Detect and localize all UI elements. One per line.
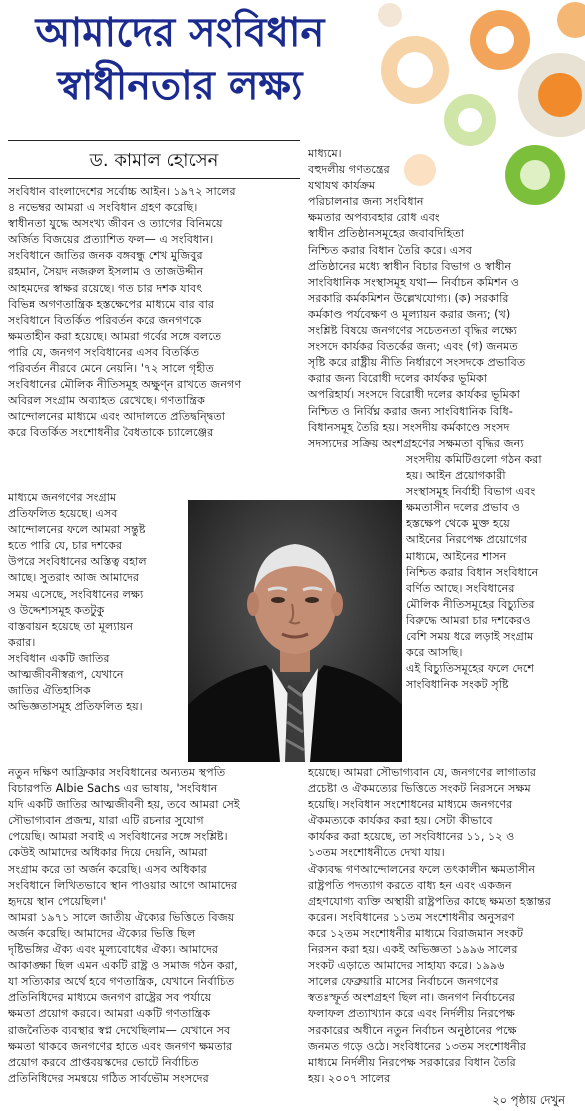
text-line: রহমান, সৈয়দ নজরুল ইসলাম ও তাজউদ্দীন bbox=[8, 265, 204, 279]
text-line: সংস্থাসমূহ নির্বাহী বিভাগ এবং bbox=[406, 485, 536, 499]
text-line: করার জন্য বিরোধী দলের কার্যকর ভূমিকা bbox=[308, 372, 488, 386]
text-line: আন্দোলনের মাধ্যমে এবং আদালতে প্রতিদ্বন্দ্বিতা bbox=[8, 410, 226, 424]
text-line: সদস্যদের সক্রিয় অংশগ্রহণের সক্ষমতা বৃদ্ধির জন্য bbox=[308, 436, 524, 450]
text-line: পরিবর্তন নীরবে মেনে নেয়নি। '৭২ সালে গৃহীত bbox=[8, 362, 214, 376]
article-column-left-narrow bbox=[8, 490, 183, 715]
text-line: ৪ নভেম্বর আমরা এ সংবিধান গ্রহণ করেছি। bbox=[8, 201, 198, 215]
text-line: কেউই আমাদের অধিকার দিয়ে দেয়নি, আমরা bbox=[8, 846, 208, 860]
text-line: সংসদে কার্যকর বিতর্কের জন্য; এবং (গ) জনমত bbox=[308, 340, 518, 354]
author-portrait bbox=[188, 500, 402, 762]
text-line: কার্যকর করা হয়েছে, তা সংবিধানের ১১, ১২ ও bbox=[308, 830, 515, 844]
text-line: বহুদলীয় গণতন্ত্রের bbox=[308, 163, 390, 177]
text-line: সরকারের অধীনে নতুন নির্বাচন অনুষ্ঠানের পক্ষে bbox=[308, 1023, 517, 1037]
text-line: সাংবিধানিক সংস্থাসমূহ যথা— নির্বাচন কমিশন ও bbox=[308, 275, 520, 289]
text-line: বাস্তবায়ন হয়েছে তা মূল্যায়ন bbox=[8, 619, 134, 633]
text-line: আন্দোলনের ফলে আমরা সন্তুষ্ট bbox=[8, 523, 146, 537]
text-line: ঐকমত্যকে কার্যকর করা হয়। সেটা কীভাবে bbox=[308, 814, 493, 828]
text-line: মাধ্যমে। bbox=[308, 147, 342, 160]
text-line: সংগ্রাম করে তা অর্জন করেছি। এসব অধিকার bbox=[8, 862, 207, 876]
text-line: অভিজ্ঞতাসমূহ প্রতিফলিত হয়। bbox=[8, 700, 143, 714]
text-line: প্রতিফলিত হয়েছে। এসব bbox=[8, 507, 118, 521]
text-line: হতে পারি যে, চার দশকের bbox=[8, 539, 123, 553]
text-line: নিরসন করা হয়। একই অভিজ্ঞতা ১৯৯৬ সালের bbox=[308, 943, 518, 957]
text-line: মাধ্যমে নির্দলীয় নিরপেক্ষ সরকারের বিধান তৈরি bbox=[308, 1055, 516, 1069]
text-line: আহমদের স্বাক্ষর রয়েছে। গত চার দশক যাবৎ bbox=[8, 281, 203, 295]
text-line: বিধানসমূহ তৈরি হয়। সংসদীয় কর্মকাণ্ডে সংসদ bbox=[308, 420, 510, 434]
text-line: মৌলিক নীতিসমূহের বিচ্যুতির bbox=[406, 597, 535, 611]
text-line: সময় এসেছে, সংবিধানের লক্ষ্য bbox=[8, 587, 144, 601]
text-line: স্বাধীনতা যুদ্ধে অসংখ্য জীবন ও ত্যাগের বিনিময়ে bbox=[8, 217, 223, 231]
text-line: হয়েছি। সংবিধান সংশোধনের মাধ্যমে জনগণের bbox=[308, 798, 513, 812]
byline-rule-bottom bbox=[8, 178, 300, 179]
text-line: অপরিহার্য। সংসদে বিরোধী দলের কার্যকর ভূমিকা bbox=[308, 388, 520, 402]
text-line: আকাঙ্ক্ষা ছিল এমন একটি রাষ্ট্র ও সমাজ গঠন করা, bbox=[8, 959, 238, 973]
text-line: হয়েছে। আমরা সৌভাগ্যবান যে, জনগণের লাগাতার bbox=[308, 766, 537, 779]
text-line: নতুন দক্ষিণ আফ্রিকার সংবিধানের অন্যতম স্থপতি bbox=[8, 766, 226, 779]
text-line: ক্ষমতা থাকবে জনগণের হাতে এবং জনগণ ক্ষমতার bbox=[8, 1039, 233, 1053]
text-line: ও উদ্দেশ্যসমূহ কতটুকু bbox=[8, 603, 105, 617]
headline-line-1: আমাদের সংবিধান bbox=[35, 9, 325, 56]
text-line: উপরে সংবিধানের অস্তিত্ব বহাল bbox=[8, 555, 147, 569]
text-line: সালের ফেব্রুয়ারি মাসের নির্বাচনে জনগণের bbox=[308, 975, 499, 989]
text-line: অর্জিত বিজয়ের প্রত্যাশিত ফল— এ সংবিধান। bbox=[8, 233, 214, 247]
text-line: অবিরল সংগ্রাম অব্যাহত রেখেছে। গণতান্ত্রিক bbox=[8, 394, 205, 408]
text-line: গ্রহণযোগ্য ব্যক্তি অস্থায়ী রাষ্ট্রপতির কাছে ক্ষমতা হস্তান্তর bbox=[308, 894, 551, 908]
text-line: সংবিধানে লিখিতভাবে স্থান পাওয়ার আগে আমাদের bbox=[8, 878, 238, 892]
text-line: ঐক্যবদ্ধ গণআন্দোলনের ফলে তৎকালীন ক্ষমতাসীন bbox=[308, 862, 536, 876]
text-line: প্রচেষ্টা ও ঐকমত্যের ভিত্তিতে সংকট নিরসনে সক্ষম bbox=[308, 782, 531, 796]
text-line: সংসদীয় কমিটিগুলো গঠন করা bbox=[406, 453, 542, 466]
text-line: বিরুদ্ধে আমরা চার দশকেরও bbox=[406, 613, 531, 627]
text-line: ফলাফল প্রত্যাখ্যান করে এবং নির্দলীয় নিরপেক্ষ bbox=[308, 1007, 515, 1021]
text-line: যথাযথ কার্যক্রম bbox=[308, 179, 376, 193]
text-line: সংবিধানে জাতির জনক বঙ্গবন্ধু শেখ মুজিবুর bbox=[8, 249, 203, 263]
continued-page-note: ২০ পৃষ্ঠায় দেখুন bbox=[492, 1093, 565, 1107]
text-line: সংশ্লিষ্ট বিষয়ে জনগণের সচেতনতা বৃদ্ধির লক্ষ্যে bbox=[308, 324, 517, 338]
text-line: রাজনৈতিক ব্যবস্থার স্বপ্ন দেখেছিলাম— যেখানে সব bbox=[8, 1023, 231, 1037]
text-line: দৃষ্টিভঙ্গির ঐক্য এবং মূল্যবোধের ঐক্য। আমাদের bbox=[8, 943, 219, 957]
headline bbox=[0, 0, 360, 112]
text-line: করেন। সংবিধানের ১১তম সংশোধনীর অনুসরণ bbox=[308, 910, 515, 924]
text-line: আত্মজীবনীস্বরূপ, যেখানে bbox=[8, 668, 124, 682]
text-line: হয়। ২০০৭ সালের bbox=[308, 1071, 391, 1085]
text-line: করার। bbox=[8, 635, 36, 649]
text-line: করে বিতর্কিত সংশোধনীর বৈধতাকে চ্যালেঞ্জের bbox=[8, 426, 214, 440]
article-column-right-top bbox=[308, 146, 572, 452]
article-column-left-top bbox=[8, 184, 300, 442]
text-line: মাধ্যমে, আইনের শাসন bbox=[406, 549, 507, 563]
text-line: যদি একটি জাতির আত্মজীবনী হয়, তবে আমরা সেই bbox=[8, 798, 240, 812]
text-line: করে ১২তম সংশোধনীর মাধ্যমে বিরাজমান সংকট bbox=[308, 926, 524, 940]
article-column-right-bottom bbox=[308, 765, 572, 1087]
text-line: সৌভাগ্যবান প্রজন্ম, যারা এটি রচনার সুযোগ bbox=[8, 814, 204, 828]
text-line: প্রতিনিধিদের সমন্বয়ে গঠিত সার্বভৌম সংসদের bbox=[8, 1071, 209, 1085]
text-line: যা সত্যিকার অর্থে হবে গণতান্ত্রিক, যেখানে নির্বাচিত bbox=[8, 975, 235, 989]
text-line: অর্জন করেছি। আমাদের ঐক্যের ভিত্তি ছিল bbox=[8, 926, 196, 940]
byline: ড. কামাল হোসেন bbox=[89, 150, 219, 171]
text-line: পারি যে, জনগণ সংবিধানের এসব বিতর্কিত bbox=[8, 345, 200, 359]
text-line: মাধ্যমে জনগণের সংগ্রাম bbox=[8, 491, 117, 504]
text-line: বিভিন্ন অগণতান্ত্রিক হস্তক্ষেপের মাধ্যমে বার বার bbox=[8, 297, 215, 311]
text-line: জনমত গড়ে ওঠে। সংবিধানের ১৩তম সংশোধনীর bbox=[308, 1039, 527, 1053]
text-line: রাষ্ট্রপতি পদত্যাগ করতে বাধ্য হন এবং একজন bbox=[308, 878, 512, 892]
text-line: নিশ্চিত করার বিধান তৈরি করে। এসব bbox=[308, 243, 473, 257]
text-line: প্রতিষ্ঠানের মধ্যে স্বাধীন বিচার বিভাগ ও স্বাধীন bbox=[308, 259, 512, 273]
text-line: কর্মকাণ্ড পর্যবেক্ষণ ও মূল্যায়ন করার জন্য; (খ) bbox=[308, 307, 511, 321]
headline-line-2: স্বাধীনতার লক্ষ্য bbox=[57, 62, 303, 109]
text-line: সাংবিধানিক সংকট সৃষ্টি bbox=[406, 678, 509, 692]
text-line: নিশ্চিত ও নির্বিঘ্ন করার জন্য সাংবিধানিক বিধি- bbox=[308, 404, 513, 418]
text-line: ক্ষমতার অপব্যবহার রোধ এবং bbox=[308, 211, 440, 225]
text-line: ক্ষমতাহীন করা হয়েছে। আমরা গর্বের সঙ্গে বলতে bbox=[8, 329, 222, 343]
text-line: বর্ণিত আছে। সংবিধানের bbox=[406, 581, 515, 595]
text-line: পরিচালনার জন্য সংবিধান bbox=[308, 195, 424, 209]
text-line: করে আসছি। bbox=[406, 646, 463, 660]
article-column-right-narrow bbox=[406, 452, 572, 693]
text-line: নিশ্চিত করার বিধান সংবিধানে bbox=[406, 565, 539, 579]
text-line: আমরা ১৯৭১ সালে জাতীয় ঐক্যের ভিত্তিতে বিজয় bbox=[8, 910, 235, 924]
text-line: সংবিধান বাংলাদেশের সর্বোচ্চ আইন। ১৯৭২ সালের bbox=[8, 185, 236, 198]
article-column-left-bottom bbox=[8, 765, 300, 1087]
byline-rule-top bbox=[8, 140, 300, 141]
text-line: সংকট এড়াতে আমাদের সাহায্য করে। ১৯৯৬ bbox=[308, 959, 505, 973]
text-line: ক্ষমতাসীন দলের প্রভাব ও bbox=[406, 501, 521, 515]
text-line: সংবিধান একটি জাতির bbox=[8, 651, 110, 665]
text-line: পেয়েছি। আমরা সবাই এ সংবিধানের সঙ্গে সংশ্লিষ্ট। bbox=[8, 830, 228, 844]
text-line: বিচারপতি Albie Sachs এর ভাষায়, 'সংবিধান bbox=[8, 782, 218, 796]
text-line: আছে। সুতরাং আজ আমাদের bbox=[8, 571, 140, 585]
text-line: ক্ষমতা প্রয়োগ করবে। আমরা একটি গণতান্ত্রিক bbox=[8, 1007, 211, 1021]
text-line: সৃষ্টি করে রাষ্ট্রীয় নীতি নির্ধারণে সংসদকে প্রভাবিত bbox=[308, 356, 526, 370]
text-line: সংবিধানের মৌলিক নীতিসমূহ অক্ষুণ্ন রাখতে জনগণ bbox=[8, 378, 242, 392]
text-line: প্রতিনিধিদের মাধ্যমে জনগণ রাষ্ট্রের সব পর্যায়ে bbox=[8, 991, 212, 1005]
text-line: আইনের নিরপেক্ষ প্রয়োগের bbox=[406, 533, 528, 547]
text-line: সরকারি কর্মকমিশন উল্লেখযোগ্য। (ক) সরকারি bbox=[308, 291, 509, 305]
text-line: হৃদয়ে স্থান পেয়েছিল।' bbox=[8, 894, 107, 908]
text-line: জাতির ঐতিহাসিক bbox=[8, 684, 91, 698]
text-line: বেশি সময় ধরে লড়াই সংগ্রাম bbox=[406, 630, 534, 644]
text-line: হস্তক্ষেপ থেকে মুক্ত হয়ে bbox=[406, 517, 510, 531]
text-line: স্বতঃস্ফূর্ত অংশগ্রহণ ছিল না। জনগণ নির্বাচনের bbox=[308, 991, 515, 1005]
text-line: ১৩তম সংশোধনীতে দেখা যায়। bbox=[308, 846, 445, 860]
text-line: এই বিচ্যুতিসমূহের ফলে দেশে bbox=[406, 662, 534, 676]
text-line: স্বাধীন প্রতিষ্ঠানসমূহের জবাবদিহিতা bbox=[308, 227, 465, 241]
text-line: হয়। আইন প্রয়োগকারী bbox=[406, 469, 506, 483]
text-line: প্রয়োগ করবে প্রাপ্তবয়স্কদের ভোটে নির্বাচিত bbox=[8, 1055, 199, 1069]
text-line: সংবিধানে বিতর্কিত পরিবর্তন করে জনগণকে bbox=[8, 313, 202, 327]
